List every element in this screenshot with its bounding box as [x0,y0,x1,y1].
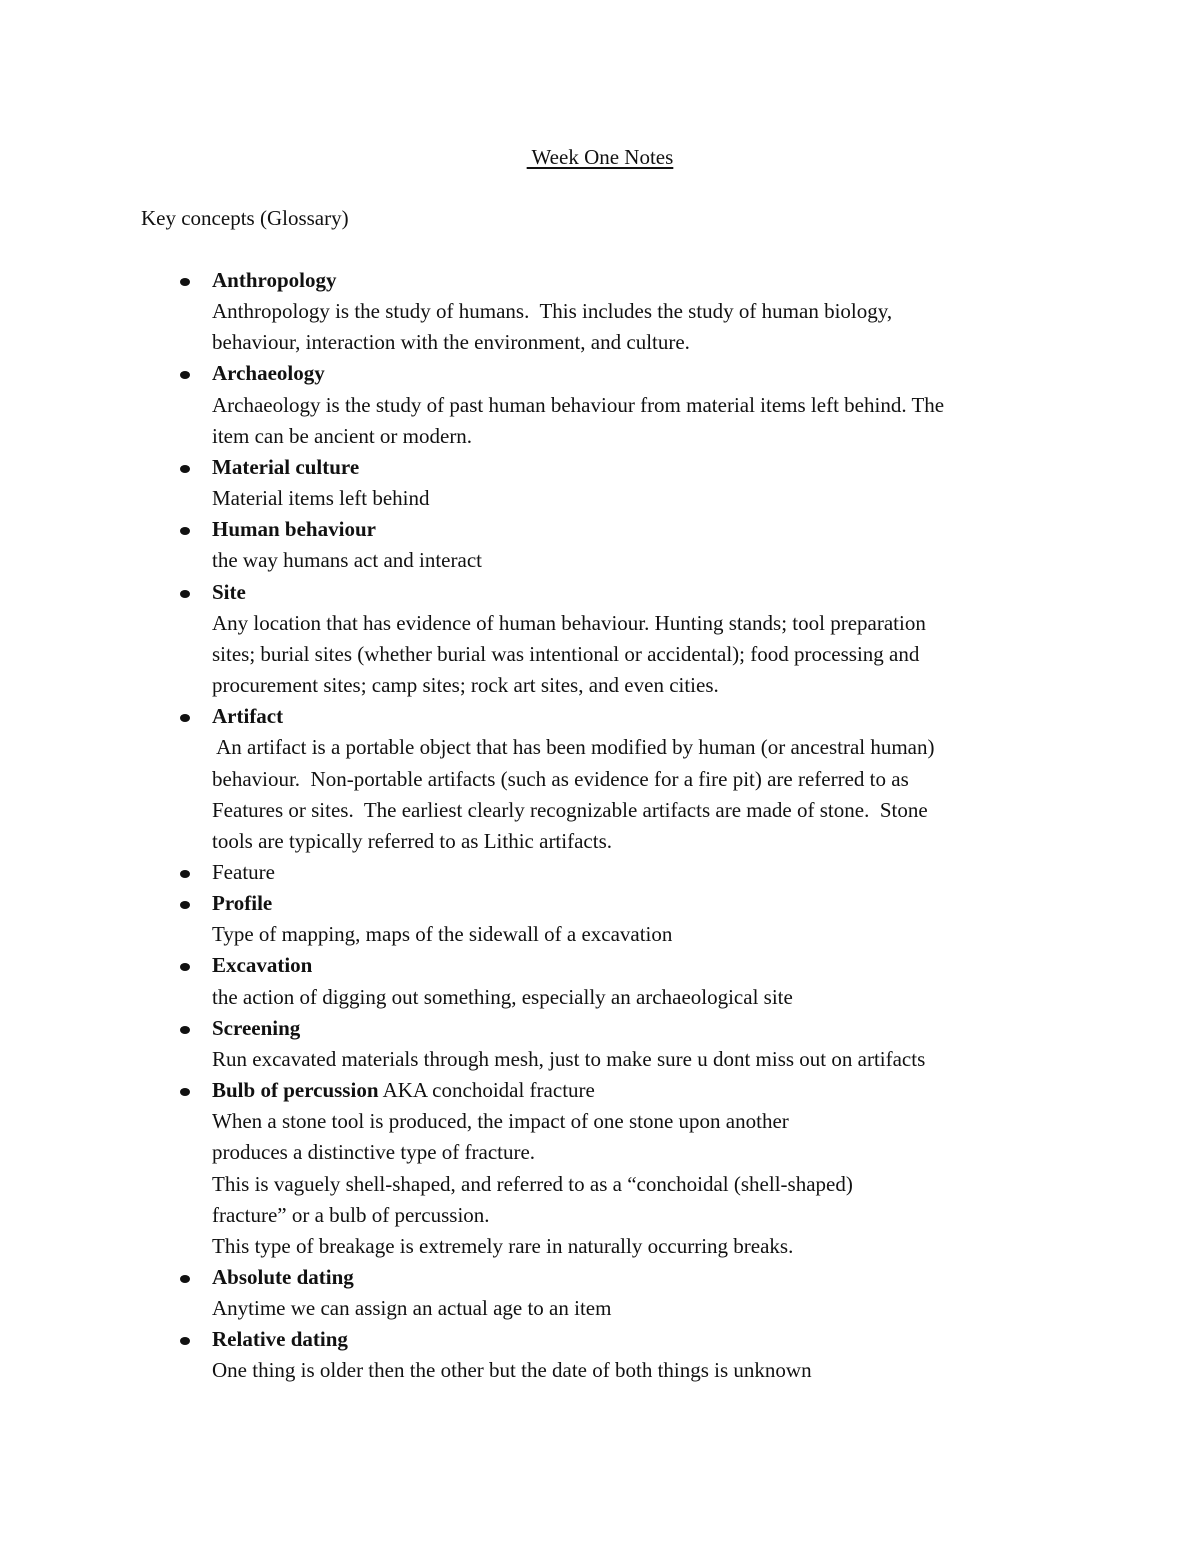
definition-line: procurement sites; camp sites; rock art sites, and even cities. [212,673,719,698]
definition-line: the way humans act and interact [212,548,482,573]
definition-line: Run excavated materials through mesh, just to make sure u dont miss out on artifacts [212,1046,926,1071]
definition-line: behaviour, interaction with the environment, and culture. [212,330,690,355]
bullet-icon [180,590,190,598]
bullet-icon [180,465,190,473]
glossary-entry [0,701,1200,857]
glossary-entry [0,950,1200,1012]
definition-line: sites; burial sites (whether burial was intentional or accidental); food processing and [212,641,920,666]
bullet-icon [180,1337,190,1345]
term-line [212,888,1060,919]
bullet-icon [180,714,190,722]
definition-line: fracture” or a bulb of percussion. [212,1202,490,1227]
term-line [212,265,1060,296]
definition-line: One thing is older then the other but the date of both things is unknown [212,1358,812,1383]
glossary-term: Archaeology [212,361,325,386]
definition-line: This type of breakage is extremely rare in naturally occurring breaks. [212,1233,794,1258]
definition-line: the action of digging out something, especially an archaeological site [212,984,793,1009]
glossary-term: Relative dating [212,1327,348,1352]
glossary-term: Screening [212,1015,301,1040]
term-line [212,452,1060,483]
glossary-entry [0,1075,1200,1262]
term-line [212,1262,1060,1293]
glossary-term: Human behaviour [212,517,376,542]
definition-line: Anthropology is the study of humans. This includes the study of human biology, [212,299,893,324]
glossary-entry [0,1324,1200,1386]
definition-line: Archaeology is the study of past human behaviour from material items left behind. The [212,392,945,417]
definition-line: Type of mapping, maps of the sidewall of a excavation [212,922,673,947]
term-line [212,1075,1060,1106]
definition-line: This is vaguely shell-shaped, and referred to as a “conchoidal (shell-shaped) [212,1171,853,1196]
definition-line: Anytime we can assign an actual age to an item [212,1296,612,1321]
definition-line: tools are typically referred to as Lithic artifacts. [212,828,612,853]
glossary-term: Absolute dating [212,1265,354,1289]
glossary-term: Site [212,579,246,604]
definition-line: Material items left behind [212,486,430,511]
term-line [212,577,1060,608]
glossary-entry [0,265,1200,358]
term-line [212,950,1060,981]
definition-line: When a stone tool is produced, the impact of one stone upon another [212,1109,789,1134]
bullet-icon [180,527,190,535]
glossary-term: Profile [212,891,273,916]
glossary-entry [0,452,1200,514]
glossary-entry [0,514,1200,576]
bullet-icon [180,901,190,909]
bullet-icon [180,1088,190,1096]
glossary-term: Anthropology [212,268,337,292]
bullet-icon [180,371,190,379]
definition-line: behaviour. Non-portable artifacts (such as evidence for a fire pit) are referred to as [212,766,909,791]
glossary-list [0,265,1200,1387]
page-title: Week One Notes [526,145,674,169]
glossary-entry [0,888,1200,950]
definition-line: produces a distinctive type of fracture. [212,1140,536,1165]
glossary-term: Excavation [212,953,313,978]
definition-line: item can be ancient or modern. [212,423,473,448]
bullet-icon [180,870,190,878]
term-line [212,857,1060,888]
glossary-term: Material culture [212,454,360,479]
bullet-icon [180,963,190,971]
term-line [212,358,1060,389]
bullet-icon [180,1275,190,1283]
glossary-entry [0,857,1200,888]
glossary-entry [0,1013,1200,1075]
section-heading: Key concepts (Glossary) [141,206,349,230]
definition-line: Any location that has evidence of human behaviour. Hunting stands; tool preparation [212,610,926,635]
glossary-term: Artifact [212,704,284,729]
glossary-entry [0,1262,1200,1324]
glossary-term: Bulb of percussion [212,1078,379,1103]
term-alias: AKA conchoidal fracture [378,1078,595,1103]
bullet-icon [180,1026,190,1034]
bullet-icon [180,278,190,286]
term-line [212,701,1060,732]
term-line [212,514,1060,545]
glossary-term: Feature [212,859,275,884]
term-line [212,1324,1060,1355]
glossary-entry [0,358,1200,451]
definition-line: Features or sites. The earliest clearly recognizable artifacts are made of stone. Stone [212,797,928,822]
term-line [212,1013,1060,1044]
definition-line: An artifact is a portable object that has been modified by human (or ancestral human) [212,735,935,760]
glossary-entry [0,577,1200,702]
